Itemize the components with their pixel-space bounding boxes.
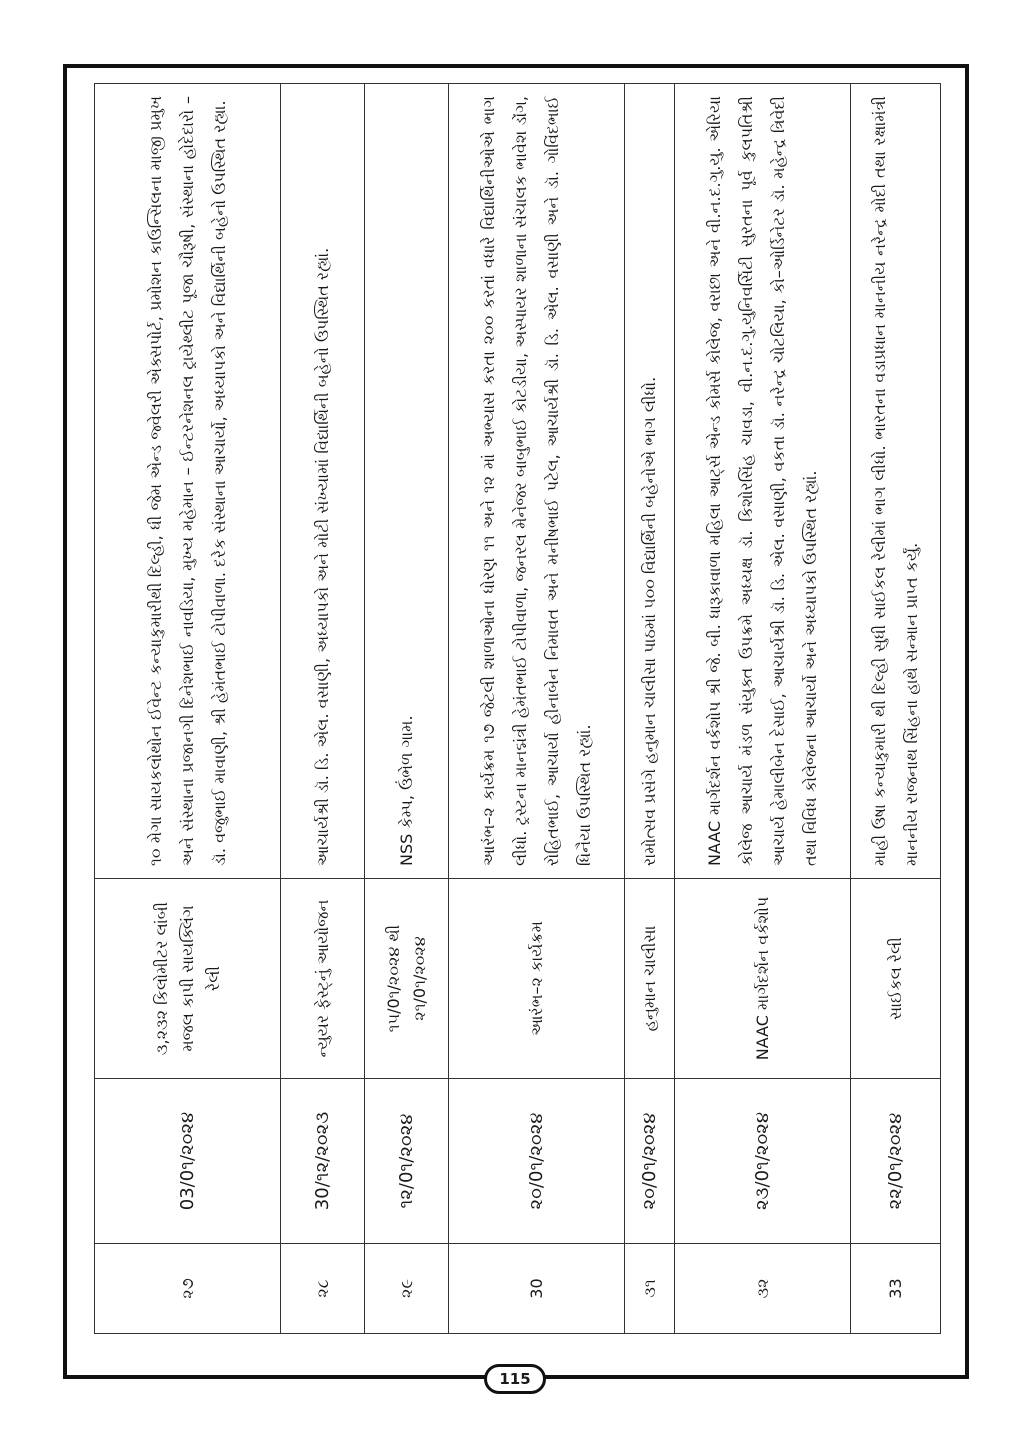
row-date: ૨૦/0૧/૨૦૨૪ [449,1079,625,1244]
row-description: આરંભ–૨ કાર્યક્રમ ૧૭ જેટલી શાળાઓના ધોરણ ૧૧ અને ૧૨ માં અભ્યાસ કરતા ૨૦૦ કરતાં વધારે વિદ્યાર્થિનીઓએ ભાગ લીધો. ટ્રસ્ટના માનદ્મંત્રી હેમંતભાઈ ટોપીવાળા, જનરલ મેનેજર બાબુભાઈ કોટડીયા, અસ્પાયર શાળાના સંચાલક ભાવેશ ડોંગ, રોહિતભાઈ, આચાર્યા હીનાબેન નિમાવત અને મનીષભાઈ પટેલ, આચાર્યશ્રી ડૉ. ડિ. એલ. વસાણી અને ડૉ. ગોવિંદભાઈ ધિનૈયા ઉપસ્થિત રહ્યાં. [449,84,625,879]
table-row [365,84,449,1334]
row-number: ૨૭ [95,1244,281,1334]
row-program: હનુમાન ચાલીસા [625,879,675,1079]
row-number: ૩૨ [675,1244,851,1334]
row-description: NAAC માર્ગદર્શન વર્કશોપ શ્રી જે. બી. ધારૂકાવાળા મહિલા આર્ટ્સ એન્ડ કોમર્સ કોલેજ, વરાછા અને વી.ન.દ.ગુ.યુ. એરિયા કોલેજ આચાર્ય મંડળ સંયુક્ત ઉપક્રમે અધ્યક્ષ ડૉ. કિશોરસિંહ ચાવડા, વી.ન.દ.ગુ.યુનિવર્સિટી સુરતના પૂર્વ કુલપતિશ્રી આચાર્ય હેમાલીબેન દેસાઈ, આચાર્યશ્રી ડૉ. ડિ. એલ. વસાણી, વકતા ડૉ. નરેન્દ્ર ચોટલિયા, કો–ઓર્ડિનેટર ડૉ. મહેન્દ્ર ત્રિવેદી તથા વિવિધ કોલેજના આચાર્યો અને અધ્યાપકો ઉપસ્થિત રહ્યાં. [675,84,851,879]
table-row [675,84,851,1334]
row-date: ૨૨/0૧/૨૦૨૪ [851,1079,941,1244]
row-description: આચાર્યશ્રી ડૉ. ડિ. એલ. વસાણી, અધ્યાપકો અને મોટી સંખ્યામાં વિદ્યાર્થિની બહેનો ઉપસ્થિત રહ્યાં. [281,84,365,879]
row-description: ૧૦ મેગા સાયકલોથોન ઈવેન્ટ કન્યાકુમારીથી દિલ્હી, ધી જેમ એન્ડ જ્વેલરી એક્સપોર્ટ, પ્રમોશન કાઉન્સિલના માજી પ્રમુખ અને સંસ્થાના પ્રજાનગી દિનેશભાઈ નાવડિયા, મુખ્ય મહેમાન – ઈન્ટરનેશનલ ટ્રાયેથ્લીટ પૂજા ચૌરૂષી, સંસ્થાના હોદેદારો – ડૉ. વજુભાઈ માવાણી, શ્રી હેમંતભાઈ ટોપીવાળા. દરેક સંસ્થાના આચાર્યો, અધ્યાપકો અને વિદ્યાર્થિની બહેનો ઉપસ્થિત રહ્યા. [95,84,281,879]
row-program: ન્યુયર ફેસ્ટ્નું આયોજન [281,879,365,1079]
page-number-badge: 115 [484,1364,546,1394]
row-date: ૧૨/0૧/૨૦૨૪ [365,1079,449,1244]
row-program: ૧૫/0૧/૨૦૨૪ થી ૨૧/0૧/૨૦૨૪ [365,879,449,1079]
row-date: ૨૦/0૧/૨૦૨૪ [625,1079,675,1244]
table-row [851,84,941,1334]
row-number: 30 [449,1244,625,1334]
table-row [281,84,365,1334]
table-row [95,84,281,1334]
row-description: NSS કેમ્પ, ઉંભેળ ગામ. [365,84,449,879]
table-row [625,84,675,1334]
row-program: સાઈકલ રેલી [851,879,941,1079]
row-program: આરંભ–૨ કાર્યક્રમ [449,879,625,1079]
row-description: માહી ઉષા કન્યાકુમારી થી દિલ્હી સુધી સાઈકલ રેલીમાં ભાગ લીધો. ભારતના વડાપ્રધાન માનનીય નરેન્દ્ર મોદી તથા રક્ષામંત્રી માનનીય રાજનાથ સિંહના હાથે સન્માન પ્રાપ્ત કર્યું. [851,84,941,879]
row-date: ૨૩/0૧/૨૦૨૪ [675,1079,851,1244]
row-number: ૩૧ [625,1244,675,1334]
row-number: ૨૮ [281,1244,365,1334]
row-date: 30/૧૨/૨૦૨૩ [281,1079,365,1244]
rotated-table-container [94,84,940,1334]
row-number: 33 [851,1244,941,1334]
row-program: ૩,૨૩૨ કિલોમીટર લાંબી મજલ કાપી સાયક્લિંગ રેલી [95,879,281,1079]
row-description: રામોત્સવ પ્રસંગે હનુમાન ચાલીસા પાઠમાં ૫૦૦ વિદ્યાર્થિની બહેનોએ ભાગ લીધો. [625,84,675,879]
events-table [94,83,941,1334]
row-program: NAAC માર્ગદર્શન વર્કશોપ [675,879,851,1079]
row-date: 03/0૧/૨૦૨૪ [95,1079,281,1244]
table-row [449,84,625,1334]
row-number: ૨૯ [365,1244,449,1334]
